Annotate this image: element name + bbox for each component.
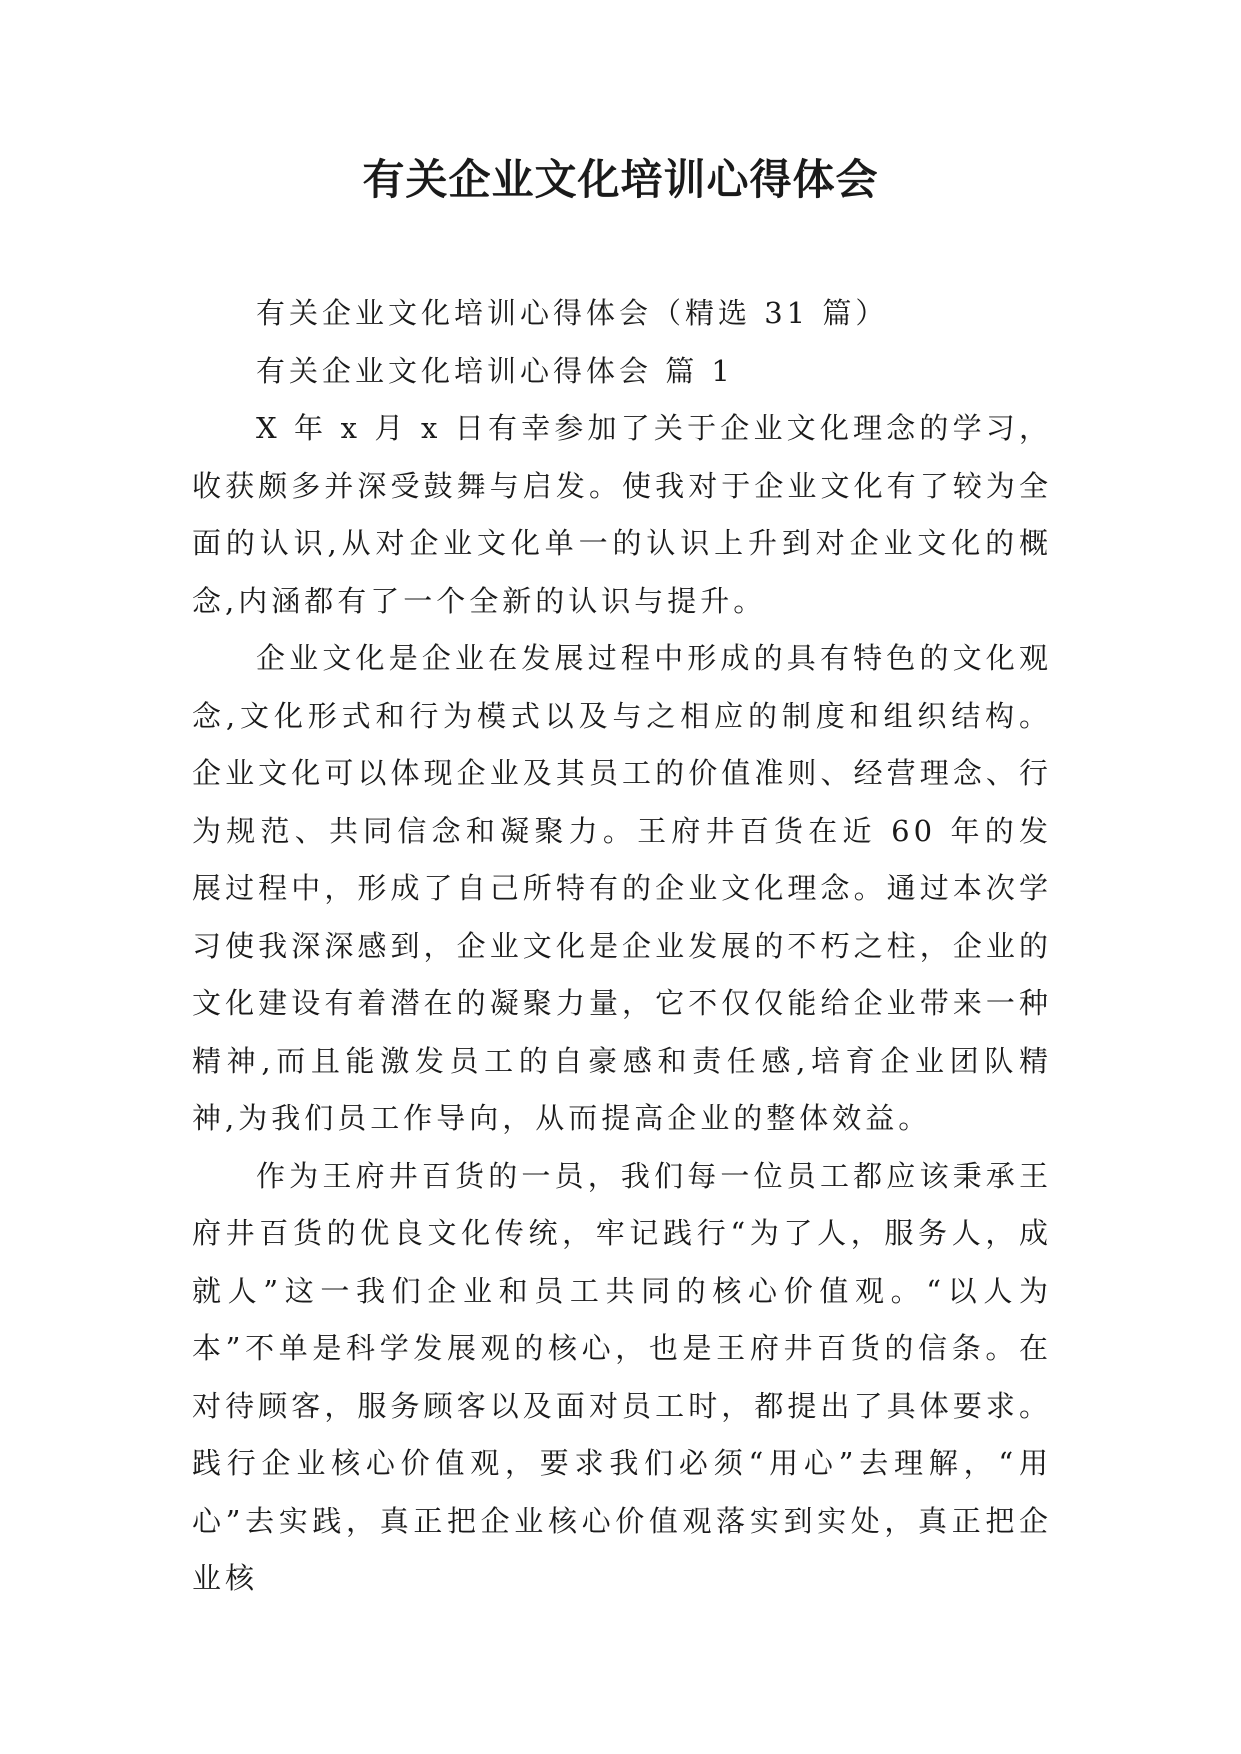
document-body — [192, 285, 1052, 1608]
section-heading: 有关企业文化培训心得体会 篇 1 — [256, 353, 734, 388]
paragraph-3: 作为王府井百货的一员，我们每一位员工都应该秉承王府井百货的优良文化传统，牢记践行“为了人，服务人，成就人”这一我们企业和员工共同的核心价值观。“以人为本”不单是科学发展观的核心，也是王府井百货的信条。在对待顾客，服务顾客以及面对员工时，都提出了具体要求。践行企业核心价值观，要求我们必须“用心”去理解，“用心”去实践，真正把企业核心价值观落实到实处，真正把企业核 — [192, 1158, 1052, 1595]
paragraph-2: 企业文化是企业在发展过程中形成的具有特色的文化观念,文化形式和行为模式以及与之相应的制度和组织结构。企业文化可以体现企业及其员工的价值准则、经营理念、行为规范、共同信念和凝聚力。王府井百货在近 60 年的发展过程中，形成了自己所特有的企业文化理念。通过本次学习使我深深感到，企业文化是企业发展的不朽之柱，企业的文化建设有着潜在的凝聚力量，它不仅仅能给企业带来一种精神,而且能激发员工的自豪感和责任感,培育企业团队精神,为我们员工作导向，从而提高企业的整体效益。 — [192, 641, 1052, 1135]
document-title: 有关企业文化培训心得体会 — [362, 155, 879, 204]
paragraph-1: X 年 x 月 x 日有幸参加了关于企业文化理念的学习，收获颇多并深受鼓舞与启发。使我对于企业文化有了较为全面的认识,从对企业文化单一的认识上升到对企业文化的概念,内涵都有了一个全新的认识与提升。 — [192, 411, 1052, 618]
document-subtitle: 有关企业文化培训心得体会（精选 31 篇） — [256, 296, 889, 330]
